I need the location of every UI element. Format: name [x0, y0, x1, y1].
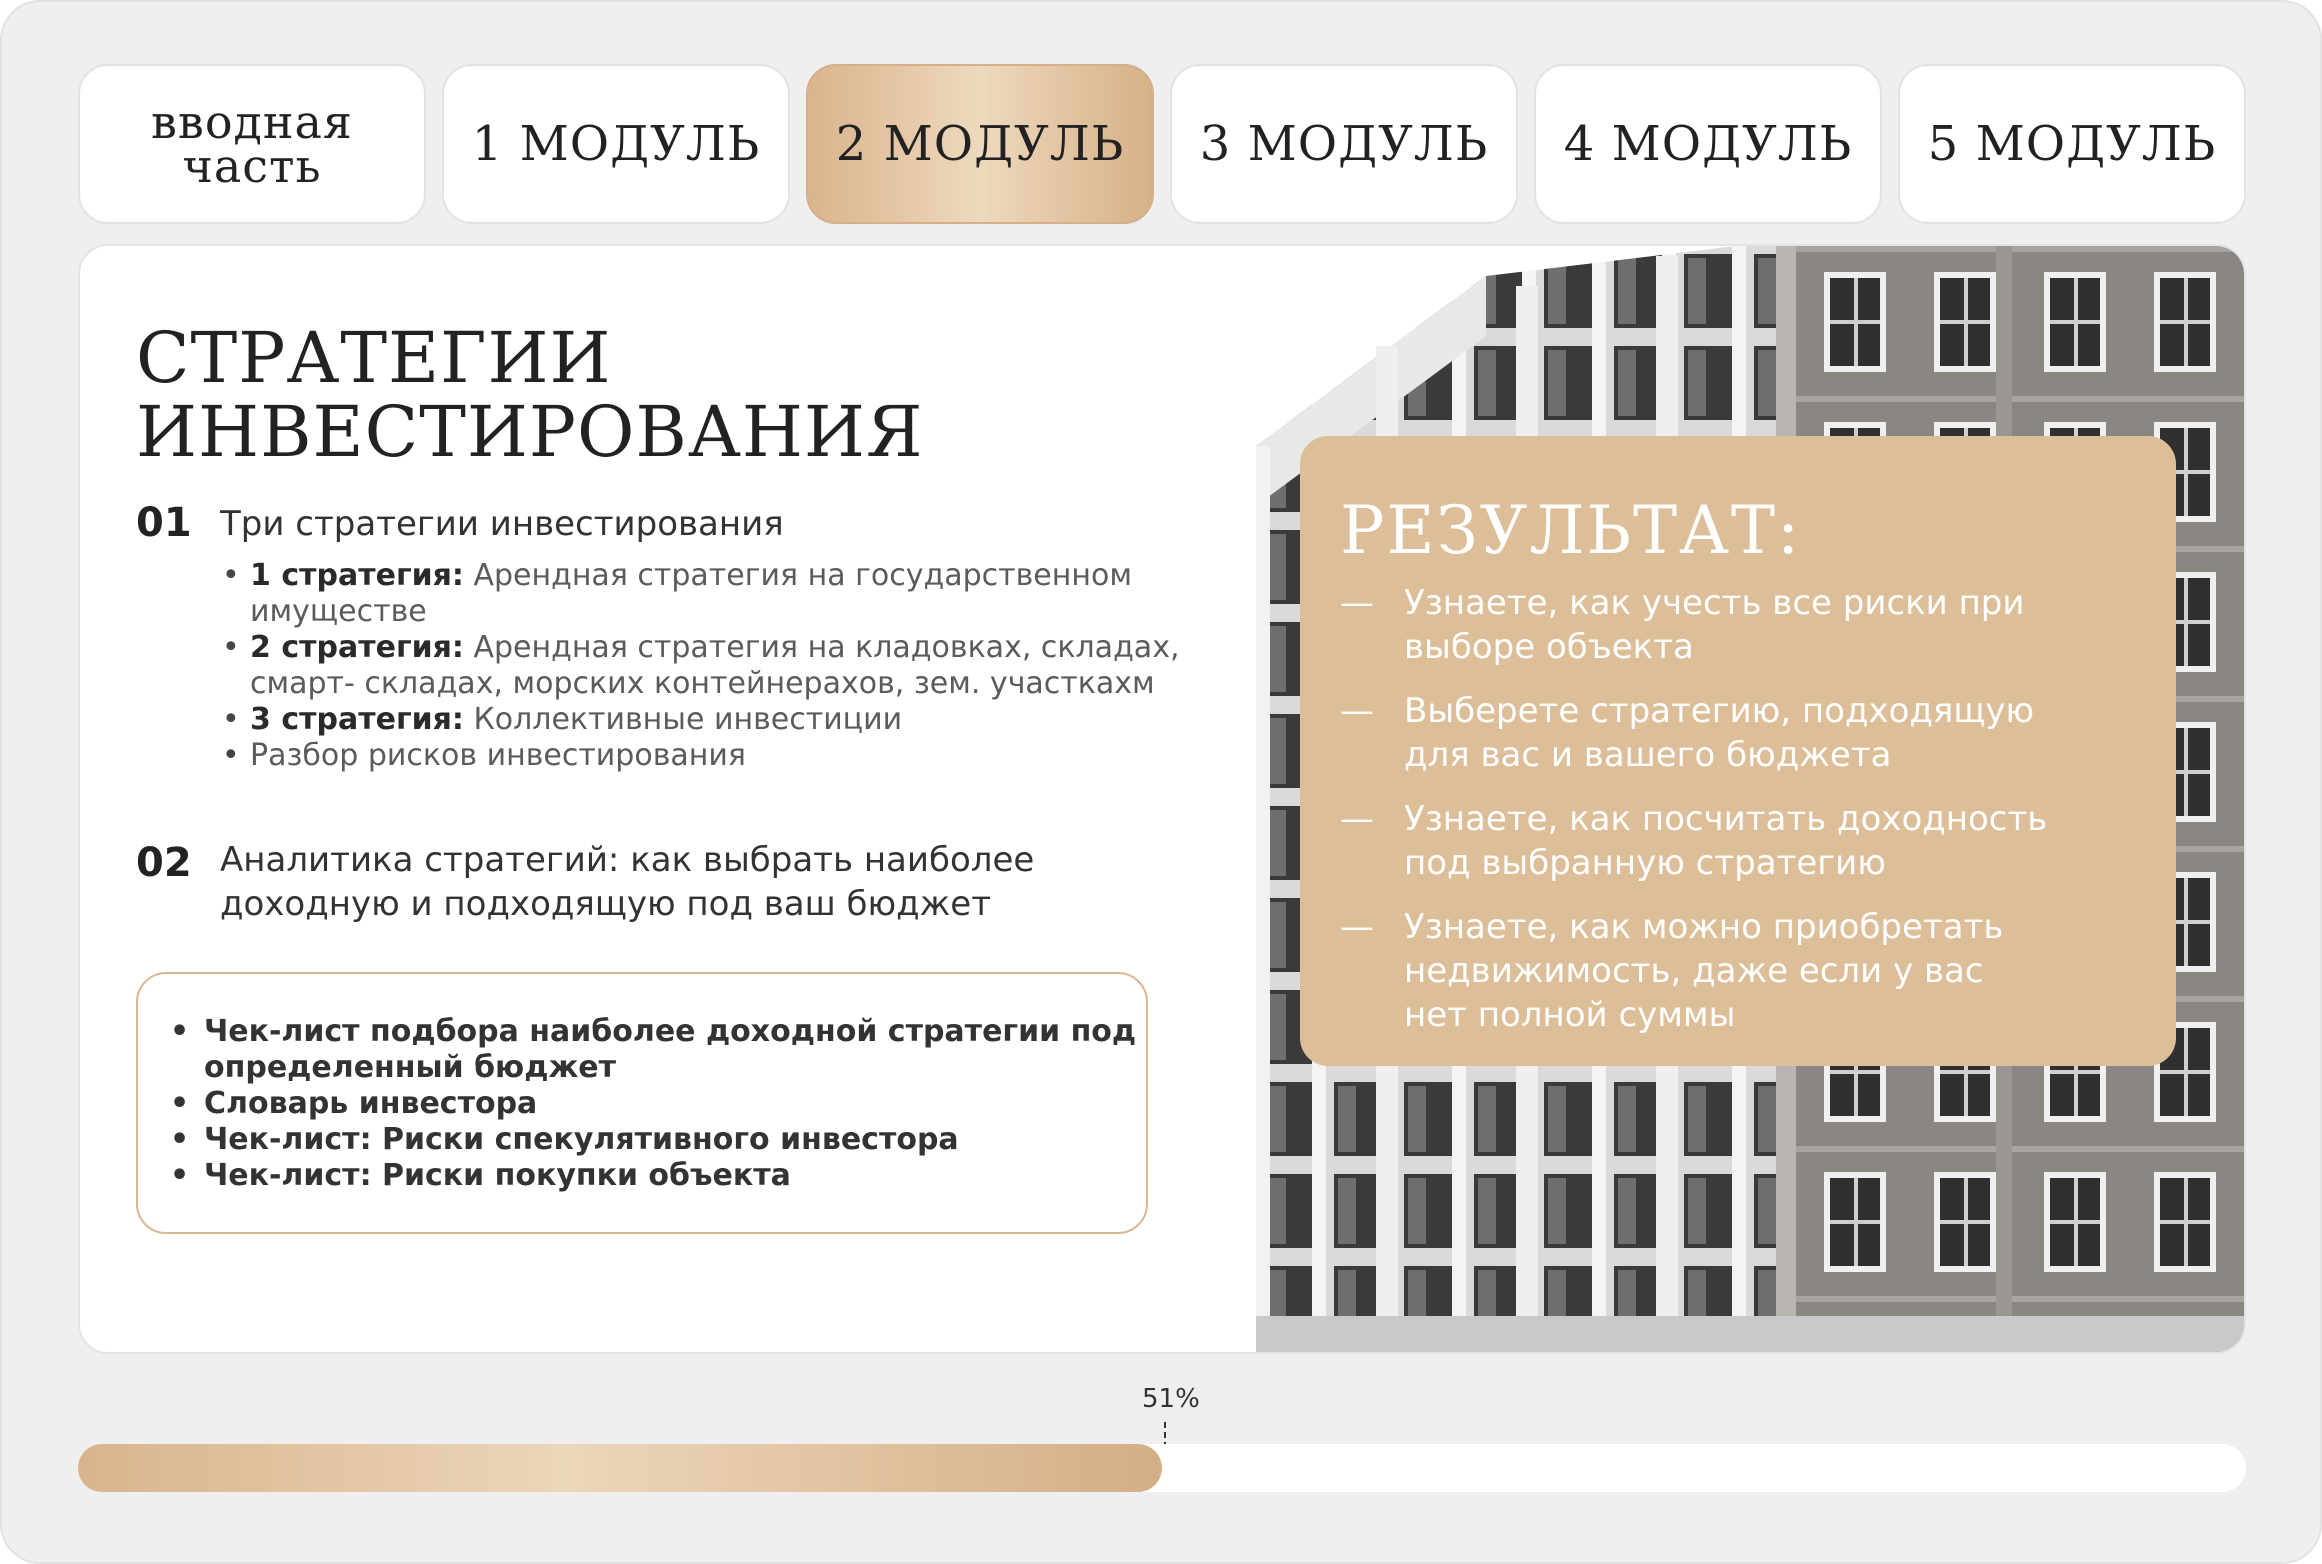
list-item-bold: 3 стратегия:	[250, 702, 464, 737]
page-title: СТРАТЕГИИ ИНВЕСТИРОВАНИЯ	[136, 317, 924, 473]
section-number: 01	[136, 500, 192, 546]
module-tabs	[78, 64, 2246, 224]
progress-track	[78, 1444, 2246, 1492]
strategy-list	[222, 558, 1222, 774]
list-item-text: Арендная стратегия на государственном имуществе	[250, 558, 1132, 629]
section-number: 02	[136, 840, 192, 886]
section-title: Три стратегии инвестирования	[220, 504, 784, 544]
section-title: Аналитика стратегий: как выбрать наиболее доходную и подходящую под ваш бюджет	[220, 840, 1035, 924]
materials-box	[136, 972, 1148, 1234]
tab-module-4[interactable]: 4 МОДУЛЬ	[1534, 64, 1882, 224]
list-item: • Словарь инвестора	[170, 1086, 1146, 1122]
result-title: РЕЗУЛЬТАТ:	[1340, 492, 1802, 569]
module-card	[78, 244, 2246, 1354]
list-item: • Чек-лист: Риски покупки объекта	[170, 1158, 1146, 1194]
list-item: • Чек-лист подбора наиболее доходной стратегии под определенный бюджет	[170, 1014, 1146, 1086]
tab-module-3[interactable]: 3 МОДУЛЬ	[1170, 64, 1518, 224]
result-item: — Узнаете, как посчитать доходность под выбранную стратегию	[1340, 797, 2140, 885]
tab-intro[interactable]: вводная часть	[78, 64, 426, 224]
list-item	[222, 558, 1222, 630]
list-item	[222, 630, 1222, 702]
result-item: — Выберете стратегию, подходящую для вас и вашего бюджета	[1340, 689, 2140, 777]
list-item-text: Арендная стратегия на кладовках, складах, смарт- складах, морских контейнерахов, зем. участкахм	[250, 630, 1180, 701]
result-item: — Узнаете, как учесть все риски при выборе объекта	[1340, 581, 2140, 669]
list-item-text: Коллективные инвестиции	[463, 702, 903, 737]
tab-module-2[interactable]: 2 МОДУЛЬ	[806, 64, 1154, 224]
result-list	[1340, 581, 2140, 1057]
progress-label: 51%	[1142, 1384, 1200, 1414]
list-item: • Чек-лист: Риски спекулятивного инвестора	[170, 1122, 1146, 1158]
result-item: — Узнаете, как можно приобретать недвижимость, даже если у вас нет полной суммы	[1340, 905, 2140, 1037]
list-item-text: Разбор рисков инвестирования	[250, 738, 746, 773]
progress-fill	[78, 1444, 1162, 1492]
list-item-bold: 1 стратегия:	[250, 558, 464, 593]
list-item	[222, 738, 1222, 774]
result-panel	[1300, 436, 2176, 1066]
tab-module-1[interactable]: 1 МОДУЛЬ	[442, 64, 790, 224]
materials-list	[170, 1014, 1146, 1194]
list-item	[222, 702, 1222, 738]
tab-module-5[interactable]: 5 МОДУЛЬ	[1898, 64, 2246, 224]
list-item-bold: 2 стратегия:	[250, 630, 464, 665]
